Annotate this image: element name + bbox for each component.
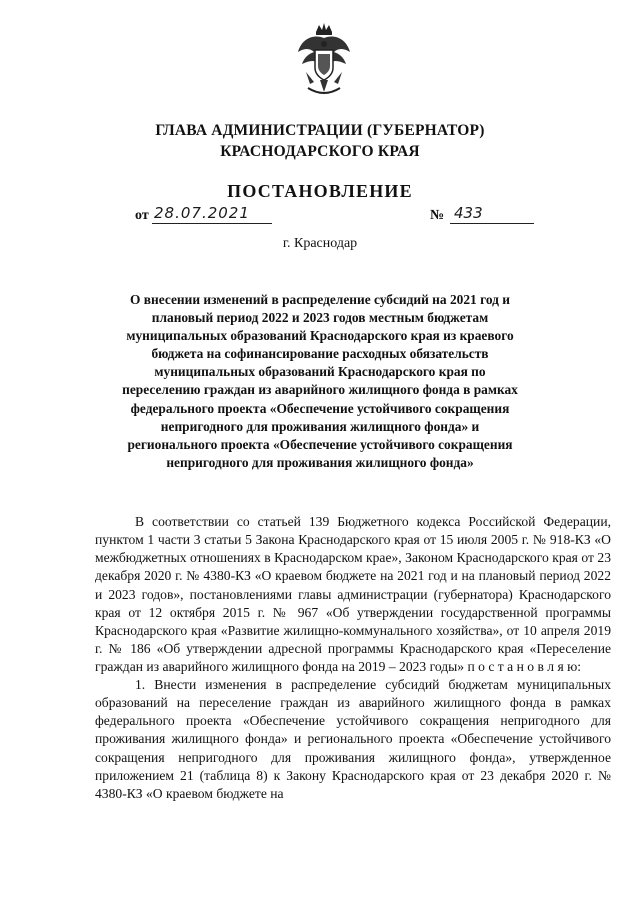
body-paragraph-1: В соответствии со статьей 139 Бюджетного кодекса Российской Федерации, пунктом 1 части 3 статьи 5 Закона Краснодарского края от 15 июля 2005 г. № 918-КЗ «О межбюджетных отношениях в Краснодарском крае», Законом Краснодарского края от 23 декабря 2020 г. № 4380-КЗ «О краевом бюджете на 2021 год и на плановый период 2022 и 2023 годов», постановлениями главы администрации (губернатора) Краснодарского края от 12 октября 2015 г. № 967 «Об утверждении государственной программы Краснодарского края «Развитие жилищно-коммунального хозяйства», от 10 апреля 2019 г. № 186 «Об утверждении адресной программы Краснодарского края «Переселение граждан из аварийного жилищного фонда на 2019 – 2023 годы» п о с т а н о в л я ю: [95,514,611,675]
city: г. Краснодар [282,236,358,251]
number-label: № [430,208,445,223]
coat-of-arms-emblem [294,22,354,100]
number-value: 433 [450,204,534,224]
date-label: от [135,208,149,223]
date-value: 28.07.2021 [152,204,272,224]
body-paragraph-2: 1. Внести изменения в распределение субсидий бюджетам муниципальных образований на переселение граждан из аварийного жилищного фонда в рамках федерального проекта «Обеспечение устойчивого сокращения непригодного для проживания жилищного фонда» и регионального проекта «Обеспечение устойчивого сокращения непригодного для проживания жилищного фонда», утвержденное приложением 21 (таблица 8) к Закону Краснодарского края от 23 декабря 2020 г. № 4380-КЗ «О краевом бюджете на [95,677,611,801]
header-line-2: КРАСНОДАРСКОГО КРАЯ [220,143,420,160]
header-line-1: ГЛАВА АДМИНИСТРАЦИИ (ГУБЕРНАТОР) [155,122,485,139]
decree-title: О внесении изменений в распределение субсидий на 2021 год и плановый период 2022 и 2023 годов местным бюджетам муниципальных образований Краснодарского края из краевого бюджета на софинансирование расходных обязательств муниципальных образований Краснодарского края по переселению граждан из аварийного жилищного фонда в рамках федерального проекта «Обеспечение устойчивого сокращения непригодного для проживания жилищного фонда» и регионального проекта «Обеспечение устойчивого сокращения непригодного для проживания жилищного фонда» [122,292,518,470]
document-type: ПОСТАНОВЛЕНИЕ [227,181,413,201]
